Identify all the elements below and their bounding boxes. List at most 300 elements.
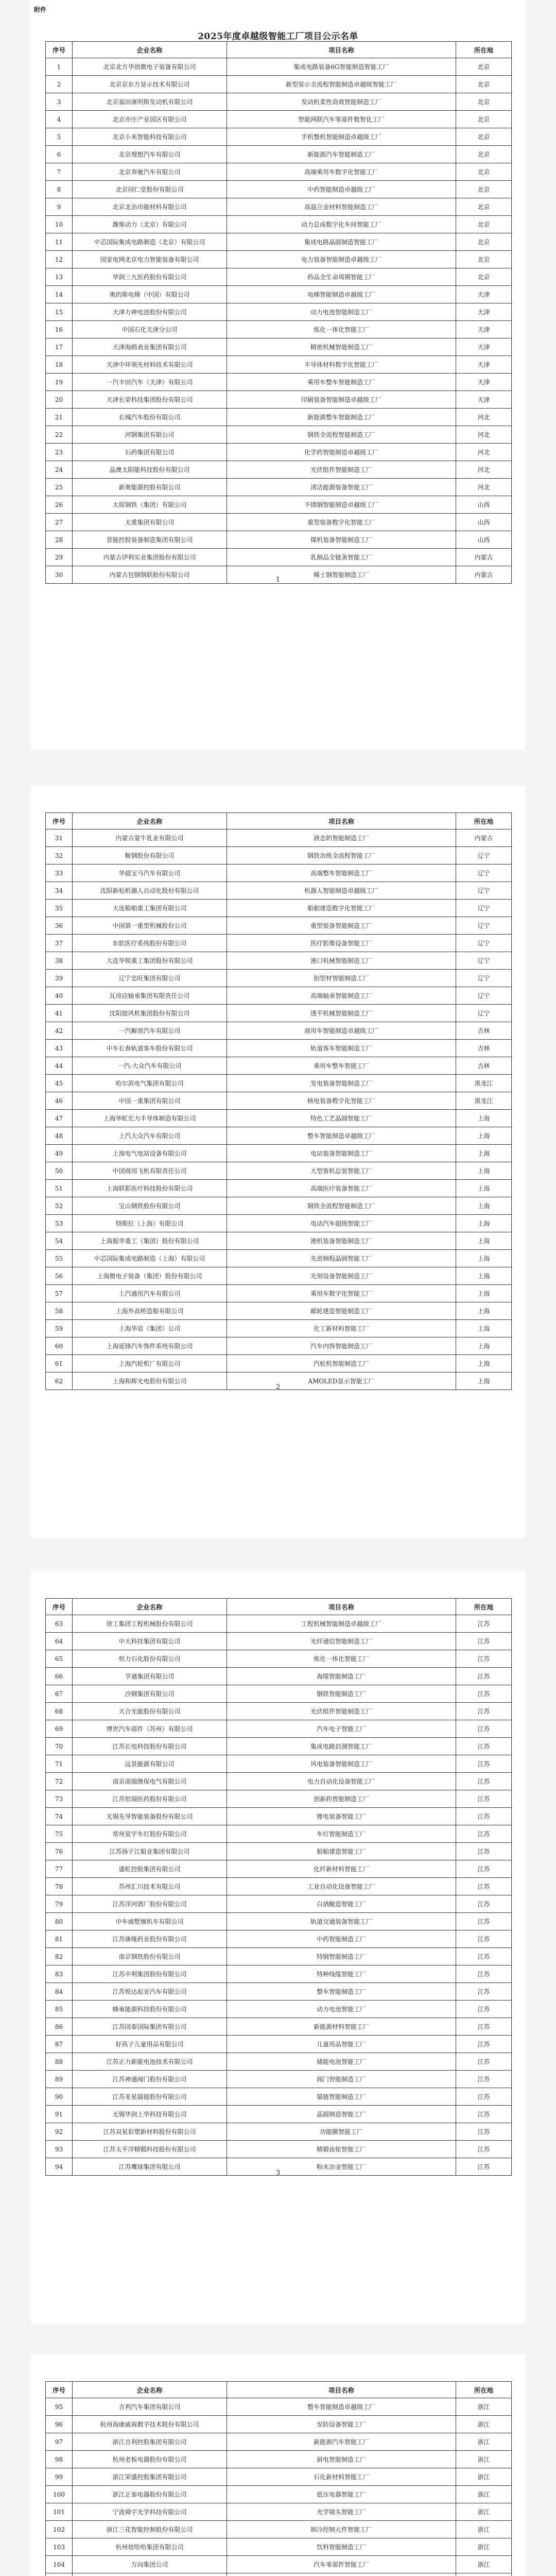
table-row: [46, 2503, 512, 2521]
company-name: 南京钢铁股份有限公司: [73, 1948, 227, 1965]
company-name: 上汽通用汽车有限公司: [73, 1285, 227, 1302]
company-name: 辽宁忠旺集团有限公司: [73, 970, 227, 987]
row-number: 54: [46, 1232, 73, 1250]
location: 江苏: [456, 1650, 512, 1668]
table-row: [46, 1162, 512, 1180]
location: 上海: [456, 1197, 512, 1215]
company-name: 上海微电子装备（集团）股份有限公司: [73, 1267, 227, 1285]
location: 浙江: [456, 2433, 512, 2451]
row-number: 96: [46, 2416, 73, 2433]
project-name: 发电装备智能制造工厂: [227, 1075, 456, 1092]
location: 上海: [456, 1372, 512, 1390]
location: 江苏: [456, 1633, 512, 1650]
row-number: 50: [46, 1162, 73, 1180]
table-row: [46, 935, 512, 952]
project-name: 制冷控制元件智能工厂: [227, 2521, 456, 2538]
company-name: 无锡先导智能装备股份有限公司: [73, 1808, 227, 1825]
company-name: 上海振华重工（集团）股份有限公司: [73, 1232, 227, 1250]
project-name: 化工新材料智能工厂: [227, 1320, 456, 1337]
company-name: 浙江三花智能控制股份有限公司: [73, 2521, 227, 2538]
company-name: 太原钢铁（集团）有限公司: [73, 496, 227, 514]
table-row: [46, 338, 512, 356]
project-name: 动力电池智能工厂: [227, 2001, 456, 2018]
row-number: 64: [46, 1633, 73, 1650]
company-name: 天津海鸥表业集团有限公司: [73, 338, 227, 356]
table-row: [46, 2573, 512, 2576]
project-name: 安防设备智能工厂: [227, 2416, 456, 2433]
attachment-label: 附件: [34, 6, 47, 13]
location: 江苏: [456, 1965, 512, 1983]
location: 上海: [456, 1145, 512, 1162]
company-name: 大连华锐重工集团股份有限公司: [73, 952, 227, 970]
table-row: [46, 2556, 512, 2573]
table-row: [46, 1337, 512, 1355]
row-number: 46: [46, 1092, 73, 1110]
row-number: 92: [46, 2123, 73, 2141]
project-name: 晶圆制造智能工厂: [227, 2106, 456, 2123]
table-row: [46, 426, 512, 444]
row-number: 52: [46, 1197, 73, 1215]
project-name: 儿童用品智能工厂: [227, 2036, 456, 2053]
row-number: 32: [46, 847, 73, 865]
location: 北京: [456, 111, 512, 128]
location: 北京: [456, 163, 512, 181]
location: 北京: [456, 76, 512, 93]
location: 上海: [456, 1162, 512, 1180]
row-number: 87: [46, 2036, 73, 2053]
location: 辽宁: [456, 882, 512, 900]
project-name: 汽车内饰智能制造工厂: [227, 1337, 456, 1355]
company-name: 远景能源有限公司: [73, 1755, 227, 1773]
table-row: [46, 865, 512, 882]
row-number: 16: [46, 321, 73, 338]
table-row: [46, 1180, 512, 1197]
company-name: 新奥能源控股有限公司: [73, 479, 227, 496]
table-row: [46, 514, 512, 531]
project-name: 半导体材料数字化智能工厂: [227, 356, 456, 374]
row-number: 3: [46, 93, 73, 111]
project-name: 风电装备智能制造工厂: [227, 1755, 456, 1773]
project-name: 钢铁冶炼全流程智能工厂: [227, 847, 456, 865]
row-number: 86: [46, 2018, 73, 2036]
row-number: 65: [46, 1650, 73, 1668]
location: 浙江: [456, 2468, 512, 2486]
page-number: 2: [275, 1383, 281, 1391]
project-name: 炼化一体化智能工厂: [227, 321, 456, 338]
location: 江苏: [456, 1773, 512, 1790]
table-row: [46, 1650, 512, 1668]
table-row: [46, 2468, 512, 2486]
location: 江苏: [456, 2053, 512, 2071]
row-number: 71: [46, 1755, 73, 1773]
project-name: 锚链智能制造工厂: [227, 2088, 456, 2106]
row-number: 76: [46, 1843, 73, 1860]
header-company: 企业名称: [73, 1599, 227, 1615]
project-name: 动力总成数字化车间智能工厂: [227, 216, 456, 233]
project-name: 化纤新材料智能工厂: [227, 1860, 456, 1878]
company-name: 东软医疗系统股份有限公司: [73, 935, 227, 952]
row-number: 57: [46, 1285, 73, 1302]
project-name: 大型客机总装智能工厂: [227, 1162, 456, 1180]
company-name: 宁波舜宇光学科技有限公司: [73, 2503, 227, 2521]
project-name: 厨电智能制造工厂: [227, 2451, 456, 2468]
company-name: 国家电网北京电力智能装备有限公司: [73, 251, 227, 268]
row-number: 101: [46, 2503, 73, 2521]
table-row: [46, 847, 512, 865]
row-number: 2: [46, 76, 73, 93]
row-number: 19: [46, 374, 73, 391]
company-name: 北京北冶功能材料有限公司: [73, 198, 227, 216]
page-number: 1: [275, 576, 281, 584]
project-name: 光刻设备智能制造工厂: [227, 1267, 456, 1285]
project-name: 发动机柔性高效智能制造工厂: [227, 93, 456, 111]
table-row: [46, 1843, 512, 1860]
table-row: [46, 409, 512, 426]
company-name: 华润三九医药股份有限公司: [73, 268, 227, 286]
table-header-row: [46, 42, 512, 58]
project-name: 阀门智能制造工厂: [227, 2071, 456, 2088]
table-row: [46, 1302, 512, 1320]
table-row: [46, 2486, 512, 2503]
location: 浙江: [456, 2486, 512, 2503]
document-page: [31, 0, 525, 750]
location: 江苏: [456, 2018, 512, 2036]
company-name: 一汽-大众汽车有限公司: [73, 1057, 227, 1075]
table-row: [46, 2123, 512, 2141]
table-row: [46, 391, 512, 409]
row-number: 7: [46, 163, 73, 181]
table-row: [46, 2398, 512, 2416]
header-company: 企业名称: [73, 813, 227, 829]
company-name: 鞍钢股份有限公司: [73, 847, 227, 865]
company-name: 一汽丰田汽车（天津）有限公司: [73, 374, 227, 391]
row-number: 37: [46, 935, 73, 952]
table-row: [46, 216, 512, 233]
project-name: 邮轮建造智能制造工厂: [227, 1302, 456, 1320]
location: 上海: [456, 1127, 512, 1145]
header-no: 序号: [46, 813, 73, 829]
table-row: [46, 987, 512, 1005]
project-name: 工程机械智能制造卓越级工厂: [227, 1615, 456, 1633]
company-name: 江苏亚星锚链股份有限公司: [73, 2088, 227, 2106]
project-name: 手机整机智能制造卓越级工厂: [227, 128, 456, 146]
location: 北京: [456, 181, 512, 198]
project-name: 新能源汽车智能制造工厂: [227, 146, 456, 163]
company-name: 北京北方华创微电子装备有限公司: [73, 58, 227, 76]
project-name: 集成电路封测智能工厂: [227, 1738, 456, 1755]
company-name: 浙江正泰电器股份有限公司: [73, 2486, 227, 2503]
company-name: 杭州娃哈哈集团有限公司: [73, 2538, 227, 2556]
location: 上海: [456, 1285, 512, 1302]
company-name: 大连船舶重工集团有限公司: [73, 900, 227, 917]
company-name: [73, 2573, 227, 2576]
company-name: 江苏国泰国际集团有限公司: [73, 2018, 227, 2036]
company-name: 杭州老板电器股份有限公司: [73, 2451, 227, 2468]
table-row: [46, 286, 512, 303]
project-name: 饮料智能制造工厂: [227, 2538, 456, 2556]
row-number: 75: [46, 1825, 73, 1843]
project-name: 整车智能制造卓越级工厂: [227, 1127, 456, 1145]
location: 上海: [456, 1337, 512, 1355]
company-name: 中国石化天津分公司: [73, 321, 227, 338]
location: 上海: [456, 1267, 512, 1285]
project-name: 光伏组件智能制造工厂: [227, 1703, 456, 1720]
location: 江苏: [456, 1668, 512, 1685]
table-row: [46, 1005, 512, 1022]
factory-list-table: [45, 812, 512, 1390]
header-location: 所在地: [456, 2382, 512, 2398]
table-row: [46, 1825, 512, 1843]
project-name: 稀土钢智能制造工厂: [227, 566, 456, 584]
project-name: 铝型材智能制造工厂: [227, 970, 456, 987]
project-name: 汽轮机智能制造工厂: [227, 1355, 456, 1372]
company-name: 瓦房店轴承集团有限责任公司: [73, 987, 227, 1005]
project-name: 中药智能制造工厂: [227, 1930, 456, 1948]
row-number: 91: [46, 2106, 73, 2123]
project-name: 船舶建造智能工厂: [227, 1843, 456, 1860]
table-row: [46, 2141, 512, 2158]
table-row: [46, 163, 512, 181]
project-name: 高端轴承智能制造工厂: [227, 987, 456, 1005]
row-number: 73: [46, 1790, 73, 1808]
table-row: [46, 496, 512, 514]
row-number: 39: [46, 970, 73, 987]
location: 北京: [456, 58, 512, 76]
row-number: 13: [46, 268, 73, 286]
location: 内蒙古: [456, 549, 512, 566]
table-row: [46, 1860, 512, 1878]
location: 江苏: [456, 1615, 512, 1633]
location: 内蒙古: [456, 829, 512, 847]
project-name: 清洁能源装备智能工厂: [227, 479, 456, 496]
table-row: [46, 1267, 512, 1285]
document-page: [31, 786, 525, 1538]
row-number: 90: [46, 2088, 73, 2106]
header-no: 序号: [46, 42, 73, 58]
project-name: 高温合金材料智能制造工厂: [227, 198, 456, 216]
project-name: 港口机械智能制造工厂: [227, 952, 456, 970]
location: 北京: [456, 216, 512, 233]
table-row: [46, 1668, 512, 1685]
table-row: [46, 303, 512, 321]
company-name: 上海外高桥造船有限公司: [73, 1302, 227, 1320]
company-name: 江苏恒瑞医药股份有限公司: [73, 1790, 227, 1808]
project-name: 电梯智能制造卓越级工厂: [227, 286, 456, 303]
table-row: [46, 1965, 512, 1983]
project-name: 新型显示全流程智能制造卓越级智能工厂: [227, 76, 456, 93]
location: 上海: [456, 1250, 512, 1267]
row-number: 12: [46, 251, 73, 268]
table-row: [46, 952, 512, 970]
project-name: 乘用车整车智能制造工厂: [227, 374, 456, 391]
location: 江苏: [456, 1913, 512, 1930]
row-number: 104: [46, 2556, 73, 2573]
company-name: 北京同仁堂股份有限公司: [73, 181, 227, 198]
header-location: 所在地: [456, 813, 512, 829]
header-location: 所在地: [456, 42, 512, 58]
table-row: [46, 1720, 512, 1738]
project-name: 高端医疗装备智能工厂: [227, 1180, 456, 1197]
company-name: 晶澳太阳能科技股份有限公司: [73, 461, 227, 479]
company-name: 沈阳鼓风机集团股份有限公司: [73, 1005, 227, 1022]
company-name: 万向集团公司: [73, 2556, 227, 2573]
table-row: [46, 1127, 512, 1145]
row-number: 51: [46, 1180, 73, 1197]
location: 北京: [456, 128, 512, 146]
table-row: [46, 2521, 512, 2538]
table-row: [46, 1773, 512, 1790]
table-row: [46, 2001, 512, 2018]
project-name: 特种线缆智能工厂: [227, 1965, 456, 1983]
header-no: 序号: [46, 1599, 73, 1615]
table-row: [46, 1983, 512, 2001]
company-name: 吉利汽车集团有限公司: [73, 2398, 227, 2416]
row-number: 66: [46, 1668, 73, 1685]
company-name: 江苏鹰球集团有限公司: [73, 2158, 227, 2176]
row-number: 18: [46, 356, 73, 374]
project-name: 医疗影像设备智能工厂: [227, 935, 456, 952]
table-row: [46, 829, 512, 847]
location: 浙江: [456, 2538, 512, 2556]
row-number: 49: [46, 1145, 73, 1162]
location: 上海: [456, 1215, 512, 1232]
row-number: 38: [46, 952, 73, 970]
row-number: 30: [46, 566, 73, 584]
project-name: 乘用车整车智能工厂: [227, 1057, 456, 1075]
location: 辽宁: [456, 952, 512, 970]
location: 河北: [456, 479, 512, 496]
location: 辽宁: [456, 987, 512, 1005]
location: 江苏: [456, 1738, 512, 1755]
project-name: 海缆智能制造工厂: [227, 1668, 456, 1685]
company-name: 河钢集团有限公司: [73, 426, 227, 444]
company-name: 潍柴动力（北京）有限公司: [73, 216, 227, 233]
header-project: 项目名称: [227, 813, 456, 829]
project-name: 药品全生命周期智能工厂: [227, 268, 456, 286]
project-name: [227, 2573, 456, 2576]
row-number: 72: [46, 1773, 73, 1790]
company-name: 内蒙古伊利实业集团股份有限公司: [73, 549, 227, 566]
company-name: 长城汽车股份有限公司: [73, 409, 227, 426]
row-number: 43: [46, 1040, 73, 1057]
project-name: 汽车零部件智能工厂: [227, 2556, 456, 2573]
location: 江苏: [456, 1808, 512, 1825]
project-name: 动力电池智能制造工厂: [227, 303, 456, 321]
location: 江苏: [456, 2123, 512, 2141]
table-row: [46, 1040, 512, 1057]
row-number: 29: [46, 549, 73, 566]
row-number: 79: [46, 1895, 73, 1913]
row-number: 59: [46, 1320, 73, 1337]
table-row: [46, 76, 512, 93]
project-name: 高端乘用车数字化智能工厂: [227, 163, 456, 181]
table-row: [46, 1285, 512, 1302]
company-name: 江苏长电科技股份有限公司: [73, 1738, 227, 1755]
project-name: 钢铁全流程智能制造工厂: [227, 1197, 456, 1215]
factory-list-table: [45, 1598, 512, 2176]
company-name: 上海华谊（集团）公司: [73, 1320, 227, 1337]
table-row: [46, 1895, 512, 1913]
project-name: 乳制品全链条智能工厂: [227, 549, 456, 566]
project-name: 电力自动化设备智能工厂: [227, 1773, 456, 1790]
row-number: 36: [46, 917, 73, 935]
location: 江苏: [456, 1685, 512, 1703]
table-row: [46, 1615, 512, 1633]
company-name: 博世汽车部件（苏州）有限公司: [73, 1720, 227, 1738]
project-name: 电动汽车超级智能工厂: [227, 1215, 456, 1232]
company-name: 中车长春轨道客车股份有限公司: [73, 1040, 227, 1057]
table-row: [46, 198, 512, 216]
project-name: 白酒酿造智能工厂: [227, 1895, 456, 1913]
row-number: 26: [46, 496, 73, 514]
row-number: 62: [46, 1372, 73, 1390]
project-name: 透平机械智能制造工厂: [227, 1005, 456, 1022]
row-number: 14: [46, 286, 73, 303]
table-header-row: [46, 1599, 512, 1615]
project-name: 锂电装备智能工厂: [227, 1808, 456, 1825]
company-name: 北京京东方显示技术有限公司: [73, 76, 227, 93]
company-name: 苏州汇川技术有限公司: [73, 1878, 227, 1895]
location: 天津: [456, 286, 512, 303]
company-name: 沈阳新松机器人自动化股份有限公司: [73, 882, 227, 900]
company-name: 上汽大众汽车有限公司: [73, 1127, 227, 1145]
table-row: [46, 444, 512, 461]
row-number: 55: [46, 1250, 73, 1267]
header-company: 企业名称: [73, 2382, 227, 2398]
project-name: 重型装备数字化智能工厂: [227, 514, 456, 531]
company-name: 北京小米智能科技有限公司: [73, 128, 227, 146]
row-number: 6: [46, 146, 73, 163]
row-number: 98: [46, 2451, 73, 2468]
table-header-row: [46, 813, 512, 829]
table-row: [46, 882, 512, 900]
project-name: 钢铁全流程智能制造工厂: [227, 426, 456, 444]
company-name: 杭州海康威视数字技术股份有限公司: [73, 2416, 227, 2433]
row-number: 17: [46, 338, 73, 356]
row-number: 5: [46, 128, 73, 146]
company-name: 天津力神电池股份有限公司: [73, 303, 227, 321]
row-number: 58: [46, 1302, 73, 1320]
project-name: 轨道客车智能制造工厂: [227, 1040, 456, 1057]
company-name: 北京福田康明斯发动机有限公司: [73, 93, 227, 111]
company-name: 中国商用飞机有限责任公司: [73, 1162, 227, 1180]
company-name: 恒力石化股份有限公司: [73, 1650, 227, 1668]
company-name: 江苏太平洋精锻科技股份有限公司: [73, 2141, 227, 2158]
table-row: [46, 181, 512, 198]
project-name: 集成电路晶圆制造智能工厂: [227, 233, 456, 251]
row-number: 78: [46, 1878, 73, 1895]
table-row: [46, 321, 512, 338]
table-row: [46, 2538, 512, 2556]
location: 浙江: [456, 2398, 512, 2416]
project-name: 汽车电子智能工厂: [227, 1720, 456, 1738]
row-number: 100: [46, 2486, 73, 2503]
row-number: 63: [46, 1615, 73, 1633]
table-row: [46, 93, 512, 111]
table-row: [46, 1913, 512, 1930]
location: 江苏: [456, 1878, 512, 1895]
company-name: 一汽解放汽车有限公司: [73, 1022, 227, 1040]
location: 江苏: [456, 2106, 512, 2123]
row-number: 31: [46, 829, 73, 847]
project-name: 电力装备智能制造卓越级工厂: [227, 251, 456, 268]
row-number: 45: [46, 1075, 73, 1092]
table-row: [46, 1755, 512, 1773]
project-name: 智能网联汽车零部件数智化工厂: [227, 111, 456, 128]
location: 江苏: [456, 1720, 512, 1738]
company-name: 中芯国际集成电路制造（北京）有限公司: [73, 233, 227, 251]
table-row: [46, 268, 512, 286]
